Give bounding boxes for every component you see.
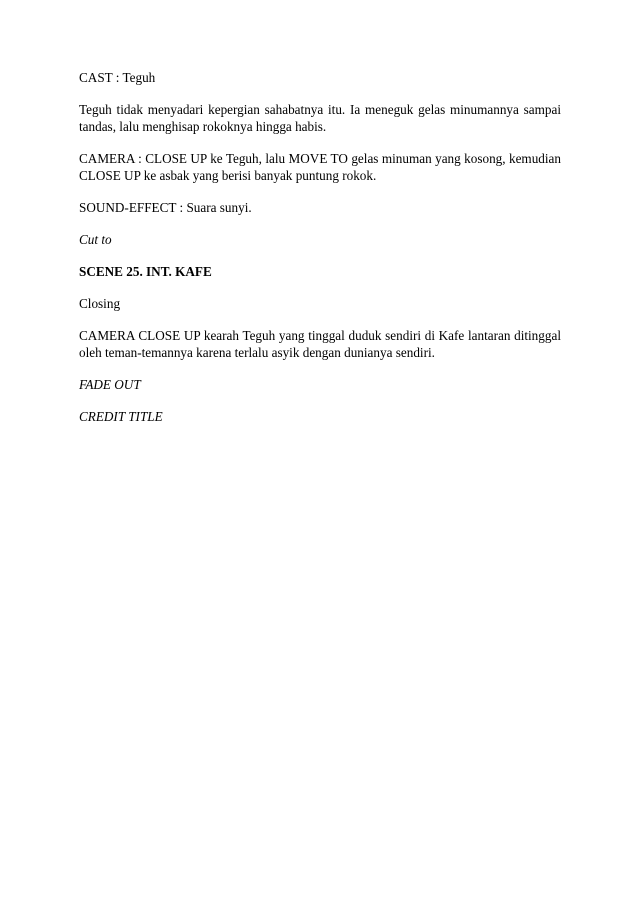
credit-title-line: CREDIT TITLE [79,409,163,424]
sound-effect-line: SOUND-EFFECT : Suara sunyi. [79,200,252,215]
transition-line: Cut to [79,232,112,247]
scene-label: Closing [79,296,121,311]
closing-camera-direction: CAMERA CLOSE UP kearah Teguh yang tinggal duduk sendiri di Kafe lantaran ditinggal oleh teman-temannya karena terlalu asyik dengan dunianya sendiri. [79,328,561,360]
scene-heading: SCENE 25. INT. KAFE [79,264,212,279]
script-body [79,69,561,440]
fade-out-line: FADE OUT [79,377,141,392]
cast-line: CAST : Teguh [79,70,156,85]
camera-direction: CAMERA : CLOSE UP ke Teguh, lalu MOVE TO gelas minuman yang kosong, kemudian CLOSE UP ke asbak yang berisi banyak puntung rokok. [79,151,561,183]
action-paragraph: Teguh tidak menyadari kepergian sahabatnya itu. Ia meneguk gelas minumannya sampai tandas, lalu menghisap rokoknya hingga habis. [79,102,561,134]
